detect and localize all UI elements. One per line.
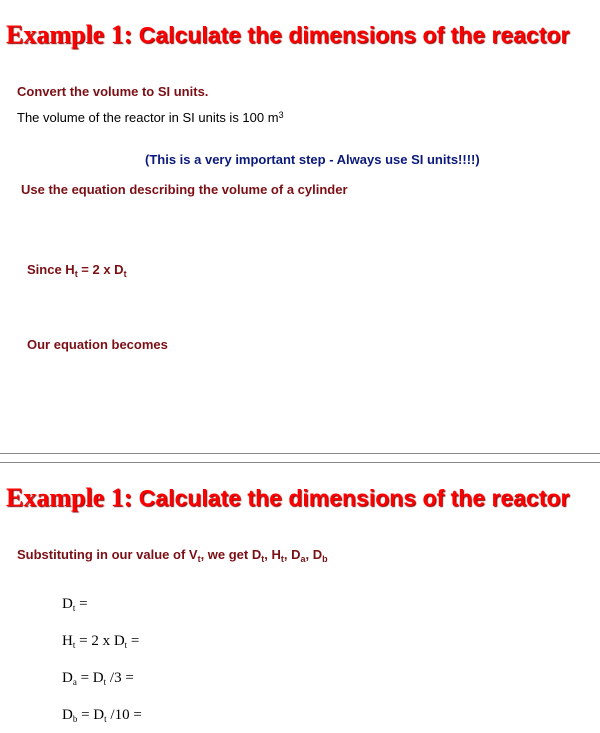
eq-part: H — [62, 633, 73, 649]
since-prefix: Since H — [27, 262, 75, 277]
eq-part: /10 = — [106, 707, 142, 723]
eq-sub: t — [72, 640, 76, 650]
eq-part: D — [62, 670, 73, 686]
si-units-note: (This is a very important step - Always use SI units!!!!) — [145, 152, 480, 167]
equation-ht — [62, 633, 139, 650]
slide2-title-lead: Example 1: — [6, 483, 133, 512]
slide2-title-rest: Calculate the dimensions of the reactor — [138, 485, 570, 511]
convert-heading: Convert the volume to SI units. — [17, 84, 209, 99]
eq-part: = — [127, 633, 140, 649]
eq-sub: b — [72, 714, 78, 724]
slide1-title-rest: Calculate the dimensions of the reactor — [138, 22, 570, 48]
since-sub-t1: t — [74, 269, 78, 279]
eq-sub: t — [103, 677, 107, 687]
eq-sub: t — [124, 640, 128, 650]
eq-sub: t — [104, 714, 107, 724]
eq-part: /3 = — [106, 670, 134, 686]
subst-sub: a — [300, 554, 306, 564]
eq-part: = 2 x D — [75, 633, 125, 649]
subst-sub: t — [280, 554, 284, 564]
subst-part: , we get D — [200, 547, 262, 562]
eq-part: D — [62, 707, 73, 723]
slide1-title-lead: Example 1: — [6, 20, 133, 49]
equation-dt — [62, 596, 88, 613]
since-sub-t2: t — [123, 269, 127, 279]
subst-sub: t — [197, 554, 201, 564]
use-equation-text: Use the equation describing the volume of a cylinder — [21, 182, 348, 197]
since-statement — [27, 262, 127, 277]
eq-part: = D — [77, 707, 105, 723]
equation-becomes-text: Our equation becomes — [27, 337, 168, 352]
subst-sub: t — [261, 554, 265, 564]
subst-part: , D — [305, 547, 323, 562]
eq-sub: t — [72, 603, 76, 613]
slide-divider — [0, 453, 600, 463]
volume-unit-sup: 3 — [278, 110, 284, 120]
eq-part: D — [62, 596, 73, 612]
substituting-statement — [17, 547, 328, 562]
equation-db — [62, 707, 142, 724]
since-mid: = 2 x D — [77, 262, 124, 277]
slide1-title — [6, 20, 570, 50]
subst-part: Substituting in our value of V — [17, 547, 198, 562]
subst-part: , H — [264, 547, 281, 562]
eq-part: = — [75, 596, 88, 612]
volume-text: The volume of the reactor in SI units is 100 m — [17, 110, 279, 125]
eq-sub: a — [72, 677, 77, 687]
equation-da — [62, 670, 134, 687]
slide2-title — [6, 483, 570, 513]
subst-part: , D — [283, 547, 301, 562]
volume-statement — [17, 110, 284, 125]
eq-part: = D — [76, 670, 104, 686]
subst-sub: b — [322, 554, 328, 564]
